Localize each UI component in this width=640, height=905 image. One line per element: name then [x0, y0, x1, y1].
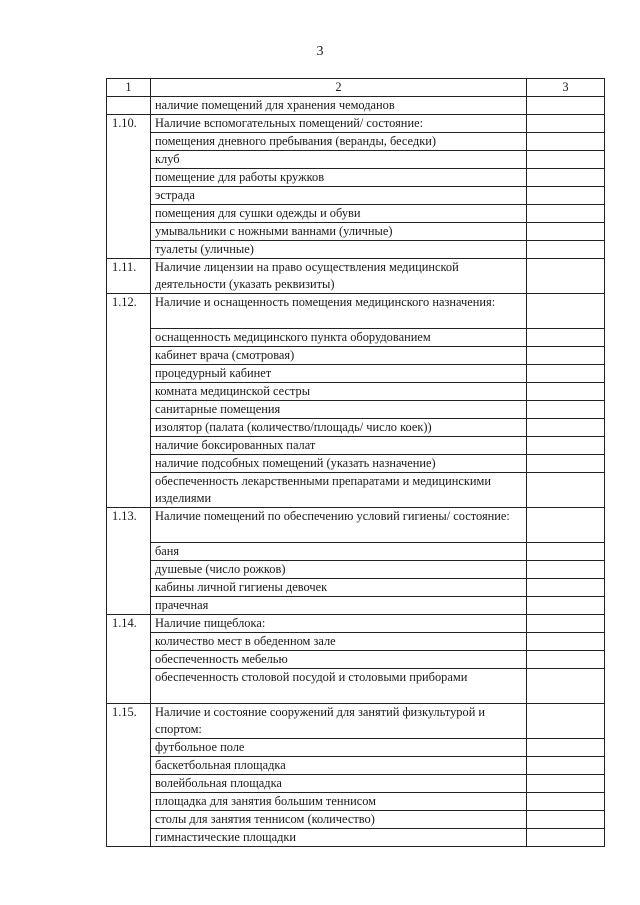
- table-row: [107, 241, 605, 259]
- table-row: [107, 115, 605, 133]
- section-number: [107, 543, 151, 561]
- value-cell[interactable]: [527, 365, 605, 383]
- header-col-3: 3: [527, 79, 605, 97]
- value-cell[interactable]: [527, 97, 605, 115]
- value-cell[interactable]: [527, 294, 605, 329]
- table-row: [107, 811, 605, 829]
- inspection-table: [106, 78, 605, 847]
- section-number: [107, 241, 151, 259]
- value-cell[interactable]: [527, 615, 605, 633]
- item-text: баня: [151, 543, 527, 561]
- item-text: помещения для сушки одежды и обуви: [151, 205, 527, 223]
- section-number: 1.15.: [107, 704, 151, 739]
- item-text: гимнастические площадки: [151, 829, 527, 847]
- item-text: футбольное поле: [151, 739, 527, 757]
- table-row: [107, 669, 605, 704]
- table-row: [107, 543, 605, 561]
- value-cell[interactable]: [527, 597, 605, 615]
- item-text: Наличие вспомогательных помещений/ состояние:: [151, 115, 527, 133]
- section-number: [107, 739, 151, 757]
- table-row: [107, 739, 605, 757]
- value-cell[interactable]: [527, 561, 605, 579]
- value-cell[interactable]: [527, 205, 605, 223]
- item-text: комната медицинской сестры: [151, 383, 527, 401]
- item-text: обеспеченность мебелью: [151, 651, 527, 669]
- value-cell[interactable]: [527, 704, 605, 739]
- table-row: [107, 793, 605, 811]
- value-cell[interactable]: [527, 757, 605, 775]
- value-cell[interactable]: [527, 115, 605, 133]
- section-number: 1.14.: [107, 615, 151, 633]
- table-row: [107, 579, 605, 597]
- section-number: [107, 757, 151, 775]
- item-text: Наличие и состояние сооружений для занятий физкультурой и спортом:: [151, 704, 527, 739]
- value-cell[interactable]: [527, 508, 605, 543]
- value-cell[interactable]: [527, 383, 605, 401]
- table-row: [107, 633, 605, 651]
- item-text: Наличие пищеблока:: [151, 615, 527, 633]
- table-row: [107, 259, 605, 294]
- section-number: [107, 829, 151, 847]
- table-row: [107, 151, 605, 169]
- value-cell[interactable]: [527, 811, 605, 829]
- section-number: [107, 669, 151, 704]
- table-row: [107, 651, 605, 669]
- item-text: санитарные помещения: [151, 401, 527, 419]
- page-number: 3: [316, 44, 324, 59]
- item-text: обеспеченность лекарственными препаратами и медицинскими изделиями: [151, 473, 527, 508]
- section-number: 1.10.: [107, 115, 151, 133]
- item-text: оснащенность медицинского пункта оборудованием: [151, 329, 527, 347]
- table-row: [107, 294, 605, 329]
- table-row: [107, 329, 605, 347]
- table-body: [107, 97, 605, 847]
- item-text: баскетбольная площадка: [151, 757, 527, 775]
- section-number: [107, 455, 151, 473]
- value-cell[interactable]: [527, 437, 605, 455]
- table-row: [107, 597, 605, 615]
- item-text: обеспеченность столовой посудой и столовыми приборами: [151, 669, 527, 704]
- item-text: наличие боксированных палат: [151, 437, 527, 455]
- section-number: [107, 579, 151, 597]
- section-number: [107, 169, 151, 187]
- value-cell[interactable]: [527, 793, 605, 811]
- section-number: [107, 437, 151, 455]
- section-number: [107, 419, 151, 437]
- table-row: [107, 383, 605, 401]
- item-text: изолятор (палата (количество/площадь/ число коек)): [151, 419, 527, 437]
- table-row: [107, 775, 605, 793]
- table-row: [107, 169, 605, 187]
- value-cell[interactable]: [527, 829, 605, 847]
- value-cell[interactable]: [527, 187, 605, 205]
- header-col-1: 1: [107, 79, 151, 97]
- section-number: [107, 205, 151, 223]
- section-number: [107, 473, 151, 508]
- table-row: [107, 561, 605, 579]
- value-cell[interactable]: [527, 669, 605, 704]
- value-cell[interactable]: [527, 579, 605, 597]
- value-cell[interactable]: [527, 651, 605, 669]
- value-cell[interactable]: [527, 473, 605, 508]
- item-text: волейбольная площадка: [151, 775, 527, 793]
- section-number: [107, 365, 151, 383]
- value-cell[interactable]: [527, 455, 605, 473]
- section-number: [107, 187, 151, 205]
- value-cell[interactable]: [527, 133, 605, 151]
- section-number: [107, 383, 151, 401]
- item-text: помещение для работы кружков: [151, 169, 527, 187]
- value-cell[interactable]: [527, 347, 605, 365]
- value-cell[interactable]: [527, 259, 605, 294]
- table-row: [107, 508, 605, 543]
- item-text: эстрада: [151, 187, 527, 205]
- section-number: [107, 223, 151, 241]
- table-row: [107, 347, 605, 365]
- table-row: [107, 455, 605, 473]
- section-number: [107, 329, 151, 347]
- table-row: [107, 419, 605, 437]
- table-row: [107, 223, 605, 241]
- section-number: [107, 347, 151, 365]
- table-row: [107, 133, 605, 151]
- item-text: площадка для занятия большим теннисом: [151, 793, 527, 811]
- table-row: [107, 437, 605, 455]
- item-text: Наличие и оснащенность помещения медицинского назначения:: [151, 294, 527, 329]
- table-row: [107, 757, 605, 775]
- value-cell[interactable]: [527, 329, 605, 347]
- value-cell[interactable]: [527, 223, 605, 241]
- value-cell[interactable]: [527, 151, 605, 169]
- item-text: процедурный кабинет: [151, 365, 527, 383]
- section-number: [107, 811, 151, 829]
- table-row: [107, 704, 605, 739]
- table-row: [107, 365, 605, 383]
- item-text: столы для занятия теннисом (количество): [151, 811, 527, 829]
- section-number: [107, 133, 151, 151]
- header-col-2: 2: [151, 79, 527, 97]
- section-number: [107, 401, 151, 419]
- section-number: 1.11.: [107, 259, 151, 294]
- item-text: туалеты (уличные): [151, 241, 527, 259]
- item-text: Наличие помещений по обеспечению условий гигиены/ состояние:: [151, 508, 527, 543]
- section-number: [107, 561, 151, 579]
- section-number: 1.13.: [107, 508, 151, 543]
- table-row: [107, 187, 605, 205]
- table-row: [107, 97, 605, 115]
- table-row: [107, 473, 605, 508]
- header-row: [107, 79, 605, 97]
- section-number: [107, 97, 151, 115]
- section-number: [107, 793, 151, 811]
- item-text: Наличие лицензии на право осуществления медицинской деятельности (указать реквизиты): [151, 259, 527, 294]
- item-text: наличие помещений для хранения чемоданов: [151, 97, 527, 115]
- item-text: умывальники с ножными ваннами (уличные): [151, 223, 527, 241]
- section-number: [107, 775, 151, 793]
- value-cell[interactable]: [527, 739, 605, 757]
- value-cell[interactable]: [527, 543, 605, 561]
- section-number: [107, 597, 151, 615]
- table-row: [107, 615, 605, 633]
- value-cell[interactable]: [527, 401, 605, 419]
- section-number: [107, 151, 151, 169]
- item-text: кабинет врача (смотровая): [151, 347, 527, 365]
- value-cell[interactable]: [527, 775, 605, 793]
- table-row: [107, 829, 605, 847]
- value-cell[interactable]: [527, 241, 605, 259]
- table-row: [107, 205, 605, 223]
- item-text: помещения дневного пребывания (веранды, беседки): [151, 133, 527, 151]
- section-number: [107, 633, 151, 651]
- value-cell[interactable]: [527, 633, 605, 651]
- item-text: прачечная: [151, 597, 527, 615]
- item-text: клуб: [151, 151, 527, 169]
- value-cell[interactable]: [527, 419, 605, 437]
- value-cell[interactable]: [527, 169, 605, 187]
- item-text: наличие подсобных помещений (указать назначение): [151, 455, 527, 473]
- table-row: [107, 401, 605, 419]
- item-text: кабины личной гигиены девочек: [151, 579, 527, 597]
- item-text: количество мест в обеденном зале: [151, 633, 527, 651]
- section-number: [107, 651, 151, 669]
- section-number: 1.12.: [107, 294, 151, 329]
- item-text: душевые (число рожков): [151, 561, 527, 579]
